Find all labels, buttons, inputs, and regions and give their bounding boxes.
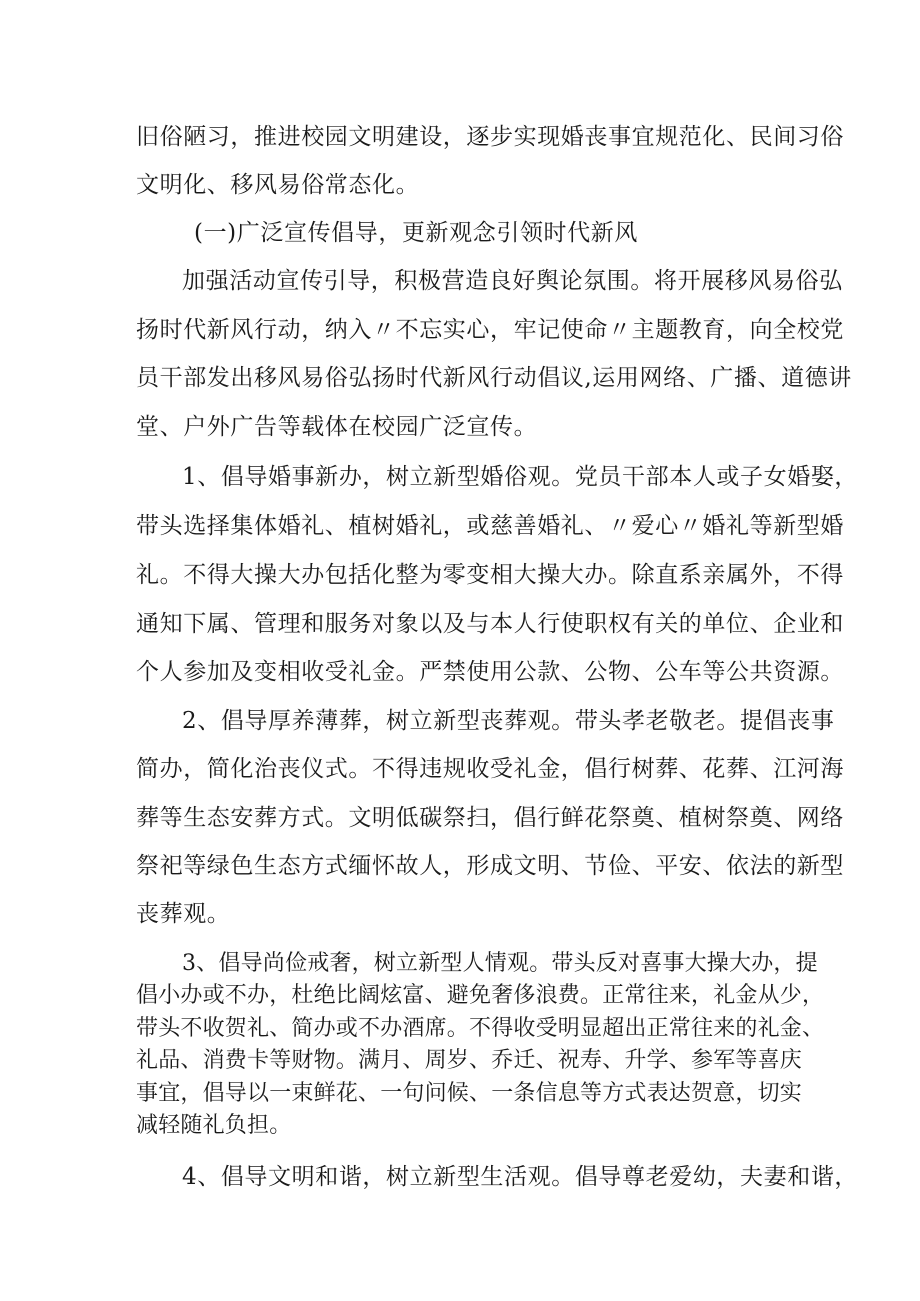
body-line: 祭祀等绿色生态方式缅怀故人，形成文明、节俭、平安、依法的新型 <box>136 853 844 879</box>
body-line: 文明化、移风易俗常态化。 <box>136 172 420 198</box>
body-line: 礼。不得大操大办包括化整为零变相大操大办。除直系亲属外，不得 <box>136 562 844 588</box>
body-line: 加强活动宣传引导，积极营造良好舆论氛围。将开展移风易俗弘 <box>182 268 843 294</box>
body-line: 葬等生态安葬方式。文明低碳祭扫，倡行鲜花祭奠、植树祭奠、网络 <box>136 805 844 831</box>
body-line: 2、倡导厚养薄葬，树立新型丧葬观。带头孝老敬老。提倡丧事 <box>182 708 835 734</box>
body-line: 减轻随礼负担。 <box>136 1113 292 1138</box>
body-line: 事宜，倡导以一束鲜花、一句问候、一条信息等方式表达贺意，切实 <box>136 1081 803 1106</box>
body-line: 通知下属、管理和服务对象以及与本人行使职权有关的单位、企业和 <box>136 611 844 637</box>
body-line: 个人参加及变相收受礼金。严禁使用公款、公物、公车等公共资源。 <box>136 659 844 685</box>
body-line: 带头不收贺礼、简办或不办酒席。不得收受明显超出正常往来的礼金、 <box>136 1016 825 1041</box>
body-line: 旧俗陋习，推进校园文明建设，逐步实现婚丧事宜规范化、民间习俗 <box>136 124 844 150</box>
body-line: 倡小办或不办，杜绝比阔炫富、避免奢侈浪费。正常往来，礼金从少， <box>136 983 825 1008</box>
body-line: 丧葬观。 <box>136 901 231 927</box>
body-line: 简办，简化治丧仪式。不得违规收受礼金，倡行树葬、花葬、江河海 <box>136 756 844 782</box>
body-line: 4、倡导文明和谐，树立新型生活观。倡导尊老爱幼，夫妻和谐， <box>182 1164 859 1190</box>
body-line: 扬时代新风行动，纳入〃不忘实心，牢记使命〃主题教育，向全校党 <box>136 317 844 343</box>
body-line: 堂、户外广告等载体在校园广泛宣传。 <box>136 414 538 440</box>
body-line: 3、倡导尚俭戒奢，树立新型人情观。带头反对喜事大操大办，提 <box>182 951 818 976</box>
body-line: 礼品、消费卡等财物。满月、周岁、乔迁、祝寿、升学、参军等喜庆 <box>136 1048 803 1073</box>
section-heading: (一)广泛宣传倡导，更新观念引领时代新风 <box>194 220 638 246</box>
body-line: 带头选择集体婚礼、植树婚礼，或慈善婚礼、〃爱心〃婚礼等新型婚 <box>136 513 844 539</box>
body-line: 员干部发出移风易俗弘扬时代新风行动倡议,运用网络、广播、道德讲 <box>136 365 852 391</box>
body-line: 1、倡导婚事新办，树立新型婚俗观。党员干部本人或子女婚娶， <box>182 464 859 490</box>
